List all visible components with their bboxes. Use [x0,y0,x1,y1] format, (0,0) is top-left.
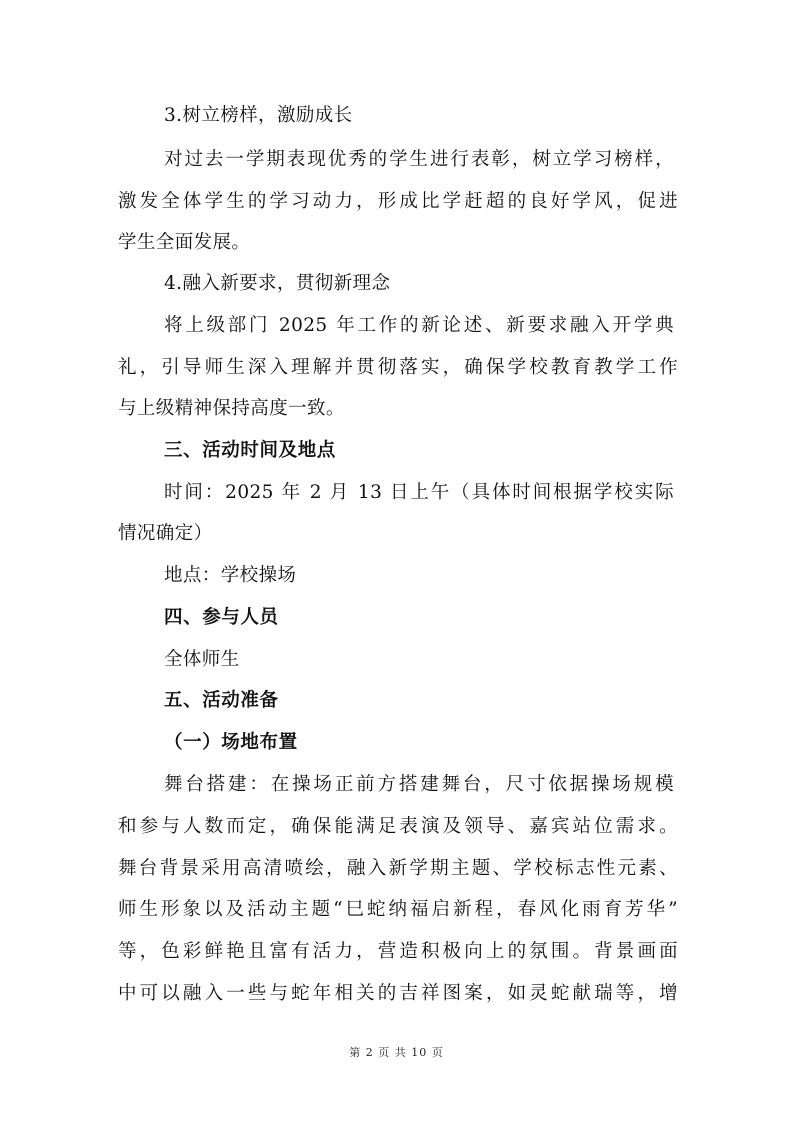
paragraph-line: 师生形象以及活动主题“巳蛇纳福启新程，春风化雨育芳华” [118,899,678,920]
paragraph-line: 激发全体学生的学习动力，形成比学赶超的良好学风，促进 [118,191,678,212]
paragraph-line: 学生全面发展。 [118,232,251,253]
page-number-footer: 第 2 页 共 10 页 [349,1046,444,1059]
section-heading-time-place: 三、活动时间及地点 [164,440,336,461]
paragraph-line: 舞台背景采用高清喷绘，融入新学期主题、学校标志性元素、 [118,858,678,879]
section-heading-preparation: 五、活动准备 [164,690,279,711]
paragraph-line: 地点：学校操场 [164,565,297,586]
paragraph-line: 对过去一学期表现优秀的学生进行表彰，树立学习榜样， [164,149,674,170]
paragraph-line: 全体师生 [164,649,240,670]
sub-heading-4: 4.融入新要求，贯彻新理念 [164,273,391,294]
paragraph-line: 与上级精神保持高度一致。 [118,398,345,419]
paragraph-line: 舞台搭建：在操场正前方搭建舞台，尺寸依据操场规模 [164,774,674,795]
paragraph-line: 将上级部门 2025 年工作的新论述、新要求融入开学典 [164,315,674,336]
paragraph-line: 和参与人数而定，确保能满足表演及领导、嘉宾站位需求。 [118,816,678,837]
paragraph-line: 时间：2025 年 2 月 13 日上午（具体时间根据学校实际 [164,482,674,503]
paragraph-line: 礼，引导师生深入理解并贯彻落实，确保学校教育教学工作 [118,357,678,378]
sub-heading-3: 3.树立榜样，激励成长 [164,105,353,126]
section-heading-participants: 四、参与人员 [164,607,279,628]
paragraph-line: 中可以融入一些与蛇年相关的吉祥图案，如灵蛇献瑞等，增 [118,983,678,1004]
sub-heading-venue: （一）场地布置 [164,732,298,753]
paragraph-line: 情况确定） [118,523,213,544]
paragraph-line: 等，色彩鲜艳且富有活力，营造积极向上的氛围。背景画面 [118,941,678,962]
